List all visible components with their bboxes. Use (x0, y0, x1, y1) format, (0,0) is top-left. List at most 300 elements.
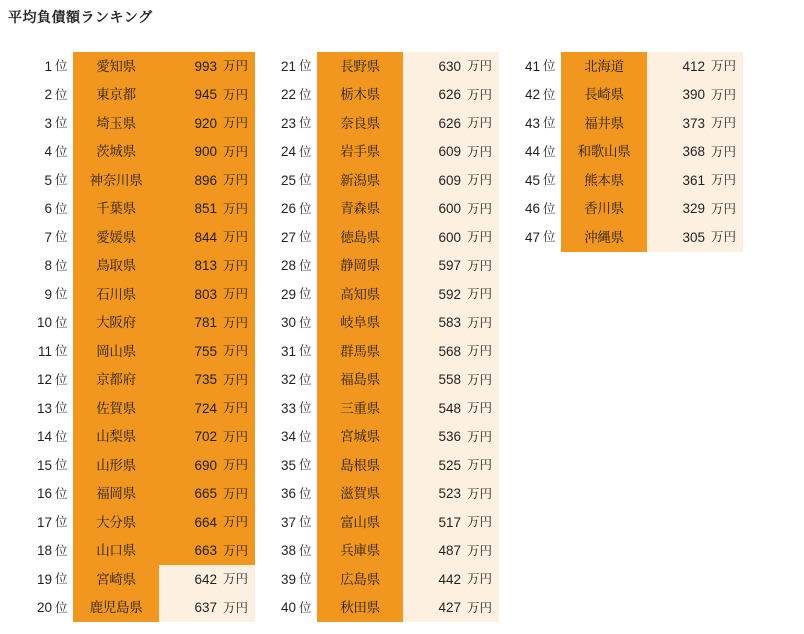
prefecture-name: 広島県 (317, 565, 403, 594)
prefecture-name: 鹿児島県 (73, 594, 159, 623)
rank-number: 17 (19, 508, 55, 537)
rank-number: 20 (19, 594, 55, 623)
value-number: 361 (682, 172, 705, 188)
rank-unit-label: 位 (299, 223, 317, 252)
prefecture-name: 山形県 (73, 451, 159, 480)
table-row (507, 52, 743, 81)
rank-number: 1 (19, 52, 55, 81)
value-unit-label: 万円 (467, 543, 493, 558)
table-row (263, 394, 499, 423)
table-row (19, 366, 255, 395)
rank-number: 43 (507, 109, 543, 138)
prefecture-name: 宮崎県 (73, 565, 159, 594)
rank-number: 15 (19, 451, 55, 480)
value-unit-label: 万円 (467, 572, 493, 586)
rank-unit-label: 位 (55, 195, 73, 224)
value-number: 390 (682, 87, 705, 102)
value-unit-label: 万円 (711, 201, 737, 216)
value-bar (403, 394, 499, 423)
table-row (19, 309, 255, 338)
value-unit-label: 万円 (711, 87, 737, 102)
value-unit-label: 万円 (223, 429, 249, 444)
rank-number: 23 (263, 109, 299, 138)
value-unit-label: 万円 (223, 344, 249, 358)
prefecture-name: 徳島県 (317, 223, 403, 252)
value-number: 755 (194, 343, 217, 359)
rank-number: 47 (507, 223, 543, 252)
table-row (19, 252, 255, 281)
rank-number: 36 (263, 480, 299, 509)
value-number: 412 (682, 58, 705, 74)
value-number: 665 (194, 486, 217, 501)
value-bar (647, 195, 743, 224)
rank-unit-label: 位 (55, 81, 73, 110)
value-unit-label: 万円 (223, 486, 249, 501)
prefecture-name: 青森県 (317, 195, 403, 224)
value-unit-label: 万円 (467, 372, 493, 387)
value-unit-label: 万円 (711, 144, 737, 159)
value-number: 427 (438, 600, 461, 615)
value-bar (403, 280, 499, 309)
value-unit-label: 万円 (467, 600, 493, 615)
rank-unit-label: 位 (299, 166, 317, 195)
rank-unit-label: 位 (55, 508, 73, 537)
value-bar (403, 81, 499, 110)
table-row (263, 109, 499, 138)
rank-number: 32 (263, 366, 299, 395)
value-unit-label: 万円 (467, 429, 493, 444)
rank-unit-label: 位 (55, 166, 73, 195)
value-bar (159, 166, 255, 195)
table-row (263, 480, 499, 509)
rank-unit-label: 位 (299, 594, 317, 623)
rank-number: 37 (263, 508, 299, 537)
prefecture-name: 奈良県 (317, 109, 403, 138)
page-title: 平均負債額ランキング (8, 9, 153, 25)
table-row (19, 508, 255, 537)
rank-number: 21 (263, 52, 299, 81)
prefecture-name: 茨城県 (73, 138, 159, 167)
table-row (19, 195, 255, 224)
value-number: 442 (438, 571, 461, 587)
value-number: 600 (438, 229, 461, 245)
rank-number: 24 (263, 138, 299, 167)
prefecture-name: 北海道 (561, 52, 647, 81)
prefecture-name: 沖縄県 (561, 223, 647, 252)
value-number: 900 (194, 144, 217, 159)
value-unit-label: 万円 (223, 173, 249, 187)
value-number: 525 (438, 457, 461, 473)
rank-unit-label: 位 (299, 480, 317, 509)
value-bar (647, 109, 743, 138)
rank-unit-label: 位 (55, 138, 73, 167)
table-row (263, 280, 499, 309)
value-unit-label: 万円 (223, 59, 249, 73)
prefecture-name: 島根県 (317, 451, 403, 480)
value-bar (403, 309, 499, 338)
rank-number: 35 (263, 451, 299, 480)
rank-number: 7 (19, 223, 55, 252)
value-bar (403, 537, 499, 566)
rank-unit-label: 位 (55, 337, 73, 366)
rank-unit-label: 位 (299, 508, 317, 537)
rank-unit-label: 位 (299, 366, 317, 395)
table-row (263, 565, 499, 594)
value-number: 637 (194, 600, 217, 615)
rank-unit-label: 位 (543, 223, 561, 252)
value-unit-label: 万円 (711, 230, 737, 244)
prefecture-name: 和歌山県 (561, 138, 647, 167)
prefecture-name: 埼玉県 (73, 109, 159, 138)
table-row (19, 594, 255, 623)
rank-unit-label: 位 (299, 280, 317, 309)
rank-unit-label: 位 (543, 195, 561, 224)
value-unit-label: 万円 (467, 515, 493, 529)
value-number: 844 (194, 229, 217, 245)
ranking-column (19, 52, 255, 622)
rank-number: 3 (19, 109, 55, 138)
value-bar (159, 252, 255, 281)
prefecture-name: 栃木県 (317, 81, 403, 110)
value-bar (159, 537, 255, 566)
value-number: 702 (194, 429, 217, 444)
value-unit-label: 万円 (223, 600, 249, 615)
table-row (507, 195, 743, 224)
table-row (507, 138, 743, 167)
prefecture-name: 鳥取県 (73, 252, 159, 281)
prefecture-name: 福岡県 (73, 480, 159, 509)
value-unit-label: 万円 (467, 144, 493, 159)
value-unit-label: 万円 (223, 144, 249, 159)
value-unit-label: 万円 (223, 287, 249, 301)
value-bar (403, 166, 499, 195)
table-row (263, 508, 499, 537)
rank-number: 27 (263, 223, 299, 252)
value-number: 597 (438, 258, 461, 273)
value-unit-label: 万円 (467, 173, 493, 187)
rank-number: 22 (263, 81, 299, 110)
rank-number: 39 (263, 565, 299, 594)
prefecture-name: 群馬県 (317, 337, 403, 366)
rank-number: 14 (19, 423, 55, 452)
rank-number: 2 (19, 81, 55, 110)
value-bar (647, 166, 743, 195)
rank-unit-label: 位 (299, 309, 317, 338)
value-unit-label: 万円 (467, 458, 493, 472)
table-row (19, 480, 255, 509)
rank-number: 26 (263, 195, 299, 224)
value-bar (159, 337, 255, 366)
rank-unit-label: 位 (299, 537, 317, 566)
prefecture-name: 静岡県 (317, 252, 403, 281)
value-number: 626 (438, 87, 461, 102)
rank-unit-label: 位 (55, 480, 73, 509)
value-bar (403, 366, 499, 395)
value-bar (159, 81, 255, 110)
value-unit-label: 万円 (223, 116, 249, 130)
rank-unit-label: 位 (543, 166, 561, 195)
prefecture-name: 滋賀県 (317, 480, 403, 509)
value-number: 523 (438, 486, 461, 501)
value-number: 690 (194, 457, 217, 473)
rank-number: 18 (19, 537, 55, 566)
value-unit-label: 万円 (467, 315, 493, 330)
rank-unit-label: 位 (299, 394, 317, 423)
rank-unit-label: 位 (543, 81, 561, 110)
rank-unit-label: 位 (299, 423, 317, 452)
table-row (19, 166, 255, 195)
value-number: 558 (438, 372, 461, 387)
value-bar (403, 423, 499, 452)
value-number: 803 (194, 286, 217, 302)
rank-number: 28 (263, 252, 299, 281)
ranking-column (263, 52, 499, 622)
value-unit-label: 万円 (467, 116, 493, 130)
value-bar (403, 451, 499, 480)
rank-number: 11 (19, 337, 55, 366)
value-bar (403, 480, 499, 509)
prefecture-name: 兵庫県 (317, 537, 403, 566)
value-bar (159, 52, 255, 81)
value-number: 630 (438, 58, 461, 74)
rank-number: 34 (263, 423, 299, 452)
table-row (19, 81, 255, 110)
value-number: 548 (438, 400, 461, 416)
table-row (19, 565, 255, 594)
prefecture-name: 京都府 (73, 366, 159, 395)
rank-unit-label: 位 (299, 252, 317, 281)
rank-number: 25 (263, 166, 299, 195)
rank-number: 38 (263, 537, 299, 566)
prefecture-name: 山梨県 (73, 423, 159, 452)
table-row (263, 195, 499, 224)
table-row (507, 81, 743, 110)
value-number: 813 (194, 258, 217, 273)
prefecture-name: 三重県 (317, 394, 403, 423)
value-unit-label: 万円 (223, 401, 249, 415)
prefecture-name: 石川県 (73, 280, 159, 309)
value-unit-label: 万円 (223, 543, 249, 558)
prefecture-name: 長崎県 (561, 81, 647, 110)
table-row (19, 394, 255, 423)
prefecture-name: 愛知県 (73, 52, 159, 81)
table-row (19, 337, 255, 366)
prefecture-name: 秋田県 (317, 594, 403, 623)
value-bar (159, 565, 255, 594)
value-number: 851 (194, 201, 217, 216)
rank-unit-label: 位 (55, 537, 73, 566)
prefecture-name: 岩手県 (317, 138, 403, 167)
value-bar (647, 223, 743, 252)
rank-unit-label: 位 (55, 309, 73, 338)
value-bar (647, 52, 743, 81)
prefecture-name: 福井県 (561, 109, 647, 138)
value-bar (159, 223, 255, 252)
prefecture-name: 岐阜県 (317, 309, 403, 338)
rank-unit-label: 位 (299, 109, 317, 138)
table-row (19, 138, 255, 167)
table-row (263, 451, 499, 480)
prefecture-name: 東京都 (73, 81, 159, 110)
prefecture-name: 福島県 (317, 366, 403, 395)
rank-unit-label: 位 (55, 280, 73, 309)
rank-unit-label: 位 (299, 451, 317, 480)
rank-number: 12 (19, 366, 55, 395)
value-number: 896 (194, 172, 217, 188)
rank-unit-label: 位 (55, 366, 73, 395)
rank-number: 13 (19, 394, 55, 423)
table-row (263, 138, 499, 167)
table-row (507, 223, 743, 252)
table-row (19, 537, 255, 566)
rank-unit-label: 位 (55, 565, 73, 594)
table-row (263, 366, 499, 395)
value-number: 945 (194, 87, 217, 102)
value-number: 600 (438, 201, 461, 216)
rank-number: 8 (19, 252, 55, 281)
value-number: 609 (438, 144, 461, 159)
prefecture-name: 長野県 (317, 52, 403, 81)
value-number: 368 (682, 144, 705, 159)
value-bar (159, 309, 255, 338)
value-unit-label: 万円 (467, 287, 493, 301)
rank-number: 31 (263, 337, 299, 366)
prefecture-name: 愛媛県 (73, 223, 159, 252)
value-unit-label: 万円 (467, 401, 493, 415)
table-row (263, 309, 499, 338)
table-row (263, 423, 499, 452)
value-bar (159, 280, 255, 309)
rank-number: 6 (19, 195, 55, 224)
value-number: 663 (194, 543, 217, 558)
value-bar (159, 195, 255, 224)
prefecture-name: 神奈川県 (73, 166, 159, 195)
prefecture-name: 佐賀県 (73, 394, 159, 423)
value-bar (403, 195, 499, 224)
rank-unit-label: 位 (55, 252, 73, 281)
ranking-column (507, 52, 743, 622)
rank-number: 30 (263, 309, 299, 338)
rank-unit-label: 位 (55, 423, 73, 452)
value-unit-label: 万円 (467, 344, 493, 358)
value-unit-label: 万円 (223, 230, 249, 244)
rank-unit-label: 位 (55, 451, 73, 480)
value-bar (159, 394, 255, 423)
table-row (19, 52, 255, 81)
rank-unit-label: 位 (299, 138, 317, 167)
prefecture-name: 宮城県 (317, 423, 403, 452)
rank-unit-label: 位 (299, 565, 317, 594)
prefecture-name: 新潟県 (317, 166, 403, 195)
value-unit-label: 万円 (223, 515, 249, 529)
value-unit-label: 万円 (467, 87, 493, 102)
table-row (263, 223, 499, 252)
value-number: 568 (438, 343, 461, 359)
value-number: 993 (194, 58, 217, 74)
rank-number: 16 (19, 480, 55, 509)
prefecture-name: 富山県 (317, 508, 403, 537)
prefecture-name: 山口県 (73, 537, 159, 566)
value-number: 329 (682, 201, 705, 216)
value-bar (159, 480, 255, 509)
rank-unit-label: 位 (55, 109, 73, 138)
value-bar (403, 138, 499, 167)
prefecture-name: 高知県 (317, 280, 403, 309)
rank-number: 41 (507, 52, 543, 81)
value-number: 583 (438, 315, 461, 330)
rank-unit-label: 位 (55, 223, 73, 252)
ranking-columns (19, 52, 743, 622)
value-bar (647, 81, 743, 110)
table-row (263, 52, 499, 81)
value-number: 592 (438, 286, 461, 302)
rank-unit-label: 位 (543, 138, 561, 167)
value-unit-label: 万円 (711, 173, 737, 187)
table-row (19, 451, 255, 480)
rank-unit-label: 位 (543, 52, 561, 81)
prefecture-name: 熊本県 (561, 166, 647, 195)
value-bar (403, 565, 499, 594)
value-unit-label: 万円 (467, 258, 493, 273)
rank-number: 4 (19, 138, 55, 167)
prefecture-name: 香川県 (561, 195, 647, 224)
value-unit-label: 万円 (223, 201, 249, 216)
prefecture-name: 大分県 (73, 508, 159, 537)
value-unit-label: 万円 (711, 59, 737, 73)
table-row (507, 109, 743, 138)
table-row (263, 252, 499, 281)
rank-unit-label: 位 (55, 594, 73, 623)
value-number: 724 (194, 400, 217, 416)
value-number: 664 (194, 514, 217, 530)
value-number: 536 (438, 429, 461, 444)
prefecture-name: 千葉県 (73, 195, 159, 224)
value-bar (159, 423, 255, 452)
value-bar (159, 508, 255, 537)
table-row (263, 337, 499, 366)
table-row (19, 109, 255, 138)
value-number: 626 (438, 115, 461, 131)
table-row (19, 423, 255, 452)
value-number: 642 (194, 571, 217, 587)
table-row (19, 223, 255, 252)
rank-unit-label: 位 (299, 81, 317, 110)
value-bar (159, 451, 255, 480)
rank-number: 42 (507, 81, 543, 110)
value-unit-label: 万円 (223, 315, 249, 330)
value-unit-label: 万円 (711, 116, 737, 130)
value-bar (159, 109, 255, 138)
rank-number: 45 (507, 166, 543, 195)
value-bar (403, 594, 499, 623)
value-bar (403, 52, 499, 81)
value-number: 609 (438, 172, 461, 188)
value-bar (159, 594, 255, 623)
value-number: 920 (194, 115, 217, 131)
value-unit-label: 万円 (467, 59, 493, 73)
rank-unit-label: 位 (299, 337, 317, 366)
table-row (507, 166, 743, 195)
rank-number: 19 (19, 565, 55, 594)
rank-number: 33 (263, 394, 299, 423)
rank-unit-label: 位 (299, 52, 317, 81)
value-unit-label: 万円 (223, 258, 249, 273)
value-unit-label: 万円 (223, 87, 249, 102)
table-row (263, 81, 499, 110)
rank-number: 44 (507, 138, 543, 167)
value-number: 305 (682, 229, 705, 245)
value-bar (159, 138, 255, 167)
